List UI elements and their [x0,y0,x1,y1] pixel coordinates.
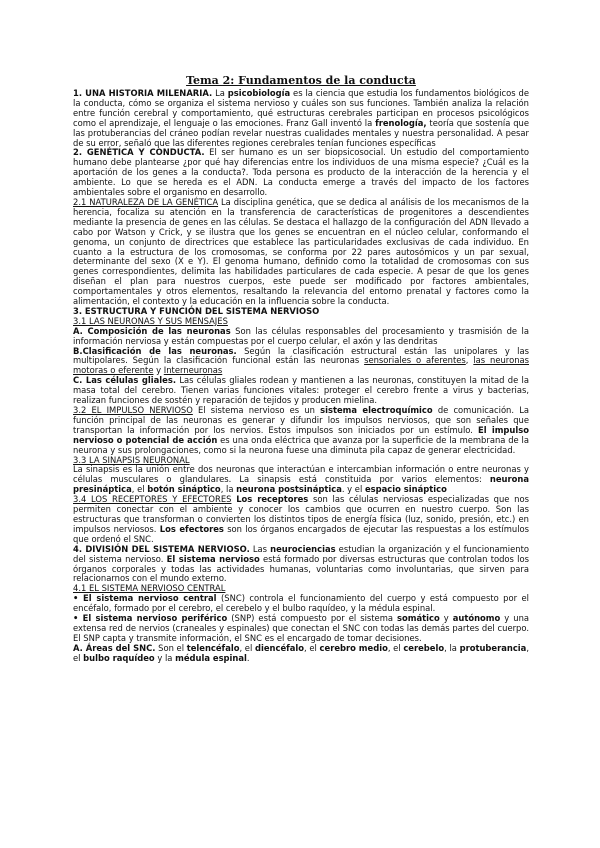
section-3-1-heading: 3.1 LAS NEURONAS Y SUS MENSAJES [73,315,228,326]
text: es la ciencia que estudia los fundamentos biológicos de la conducta, cómo se organiza el sistema nervioso y cuáles son sus funciones. También analiza la relación entre función cerebral y comportamiento, qué estructuras cerebrales participan en procesos psicológicos como el aprendizaje, el lenguaje o las emociones. Franz Gall inventó la [73,88,529,128]
text: , el [304,642,320,653]
text: teoría que sostenía que las protuberancias del cráneo podían revelar nuestras cualidades mentales y nuestra personalidad. A pesar de su error, señaló que las diferentes regiones cerebrales tenían funciones específicas [73,117,529,148]
term-efectores: Los efectores [159,523,224,534]
section-4-heading: 4. DIVISIÓN DEL SISTEMA NERVIOSO. [73,543,250,554]
term-telencefalo: telencéfalo [186,642,240,653]
text: Son las células responsables del procesamiento y trasmisión de la información nerviosa y están compuestas por el cuerpo celular, el axón y las dendritas [73,325,529,346]
text: y una extensa red de nervios (craneales y espinales) que conectan el SNC con todas las demás partes del cuerpo. El SNP capta y transmite información, el SNC es el encargado de tomar decisiones. [73,613,530,643]
text: son las células nerviosas especializadas que nos permiten conectar con el ambiente y conocer los cambios que ocurren en nuestro cuerpo. Son las estructuras que transforman o convierten los distintos tipos de energía física (luz, sonido, presión, etc.) en impulsos nerviosos. [73,494,529,534]
section-3-3 [73,465,529,495]
term-postsinaptica: neurona postsináptica [236,484,342,495]
text: está formado por diversas estructuras que controlan todos los órganos corporales y todas las actividades humanas, voluntarias como involuntarias, que sirven para relacionarnos con el mundo externo. [73,553,529,584]
paragraph-snp [73,614,529,644]
section-2 [73,148,529,198]
text: El sistema nervioso es un [192,405,321,415]
term-interneuronas: Interneuronas [163,365,223,376]
paragraph-neuronas-c [73,376,529,406]
text: son los órganos encargados de ejecutar las respuestas a los estímulos que ordenó el SNC. [73,523,530,544]
section-2-1 [73,198,529,307]
term-protuberancia: protuberancia [459,642,527,653]
term-sistema-nervioso: El sistema nervioso [166,553,260,564]
text: La [212,88,228,98]
term-impulso: El impulso nervioso o potencial de acción [73,424,529,445]
term-snp: • El sistema nervioso periférico [73,613,228,624]
term-receptores: Los receptores [236,494,309,505]
text: Las células gliales rodean y mantienen a las neuronas, constituyen la mitad de la masa total del cerebro. Tienen varias funciones vitales: proteger el cerebro frente a virus y bacterias, realizan funciones de sostén y reparación de tejidos y producen mielina. [73,375,529,406]
term-neurociencias: neurociencias [270,543,336,554]
text: Según la clasificación estructural están las unipolares y las multipolares. Según la clasificación funcional están las neuronas [73,345,529,366]
text: (SNP) está compuesto por el sistema [227,613,397,624]
text: , el [73,642,530,663]
term-electroquimico: sistema electroquímico [320,405,433,415]
text: (SNC) controla el funcionamiento del cuerpo y está compuesto por el encéfalo, formado por el cerebro, el cerebelo y el bulbo raquídeo, y la médula espinal. [73,593,529,614]
text: . [246,652,250,663]
text: de comunicación. La función principal de las neuronas es generar y difundir los impulsos nerviosos, que son señales que transportan la información por los nervios. Estos impulsos son iniciados por un estímulo. [73,405,529,435]
paragraph-areas-snc [73,644,529,664]
term-bulbo: bulbo raquídeo [83,652,155,663]
term-frenologia: frenología, [375,117,427,128]
term-clasificacion: B.Clasificación de las neuronas. [73,345,237,356]
term-sensoriales: sensoriales o aferentes [364,355,466,366]
text: La disciplina genética, que se dedica al análisis de los mecanismos de la herencia, focaliza su atención en la transferencia de características de progenitores a descendientes mediante la presencia de genes en las células. Se destaca el hallazgo de la configuración del ADN llevado a cabo por Watson y Crick, y se ilustra que los genes se encuentran en el núcleo celular, conformando el genoma, un conjunto de directrices que establece las particularidades exclusivas de cada individuo. En cuanto a la estructura de los cromosomas, se conforma por 22 pares autosómicos y un par sexual, determinante del sexo (X e Y). El genoma humano, definido como la totalidad de cromosomas con sus genes correspondientes, delimita las habilidades particulares de cada especie. A pesar de que los genes diseñan el plan para nuestros cuerpos, este puede ser modificado por factores ambientales, comportamentales y otros elementos, resaltando la relevancia del entorno prenatal y factores como la alimentación, el contexto y la educación en la influencia sobre la conducta. [73,196,529,307]
term-motoras: las neuronas motoras o eferente [73,355,529,376]
document-page [73,74,529,664]
section-1 [73,89,529,148]
term-diencefalo: diencéfalo [254,642,305,653]
term-medula: médula espinal [175,652,247,663]
section-3-heading: 3. ESTRUCTURA Y FUNCIÓN DEL SISTEMA NERVIOSO [73,305,320,316]
section-1-heading: 1. UNA HISTORIA MILENARIA. [73,88,213,98]
section-3-3-heading: 3.3 LA SINAPSIS NEURONAL [73,454,190,465]
term-gliales: C. Las células gliales. [73,375,177,386]
text: y la [154,652,176,663]
term-somatico: somático [397,613,440,624]
paragraph-snc [73,594,529,614]
section-2-heading: 2. GENÉTICA Y CONDUCTA. [73,147,205,158]
term-psicobiologia: psicobiología [227,88,291,98]
term-presinaptica: neurona presináptica [73,474,529,495]
text: . y el [341,484,365,495]
term-composicion: A. Composición de las neuronas [73,325,231,336]
text: y [153,365,164,376]
text: Las [249,543,271,554]
section-4 [73,545,529,585]
paragraph-neuronas-a [73,327,529,347]
term-cerebelo: cerebelo [403,642,445,653]
section-4-1-heading: 4.1 EL SISTEMA NERVIOSO CENTRAL [73,583,226,594]
text: y [439,613,453,624]
section-3-4-heading: 3.4 LOS RECEPTORES Y EFECTORES [73,494,232,505]
text: , la [444,642,460,653]
term-autonomo: autónomo [452,613,501,624]
text: es una onda eléctrica que avanza por la superficie de la membrana de la neurona y sus prolongaciones, como si la neurona fuese una diminuta pila capaz de generar electricidad. [73,434,529,455]
term-snc: • El sistema nervioso central [73,593,217,604]
section-3-2-heading: 3.2 EL IMPULSO NERVIOSO [73,405,193,415]
section-3-4 [73,495,529,545]
text: , la [220,484,237,495]
text: , el [239,642,255,653]
document-title: Tema 2: Fundamentos de la conducta [186,74,416,87]
text: La sinapsis es la unión entre dos neuronas que interactúan e intercambian información o entre neuronas y células musculares o glandulares. La sinapsis está constituida por varios elementos: [73,464,529,485]
text: estudian la organización y el funcionamiento del sistema nervioso. [73,543,529,564]
text: , [465,355,474,366]
term-espacio: espacio sináptico [364,484,447,495]
term-cerebro-medio: cerebro medio [319,642,388,653]
text: Son el [155,642,187,653]
section-3-2 [73,406,529,456]
text: , el [387,642,404,653]
term-areas: A. Áreas del SNC. [73,642,156,653]
paragraph-neuronas-b [73,347,529,377]
text: El ser humano es un ser biopsicosocial. Un estudio del comportamiento humano debe plantearse ¿por qué hay diferencias entre los individuos de una misma especie? ¿Cuál es la aportación de los genes a la conducta?. Toda persona es producto de la interacción de la herencia y el ambiente. Lo que se hereda es el ADN. La conducta emerge a través del impacto de los factores ambientales sobre el organismo en desarrollo. [73,147,529,198]
section-2-1-heading: 2.1 NATURALEZA DE LA GENÉTICA [73,196,219,207]
term-boton: botón sináptico [147,484,221,495]
text: , el [131,484,148,495]
